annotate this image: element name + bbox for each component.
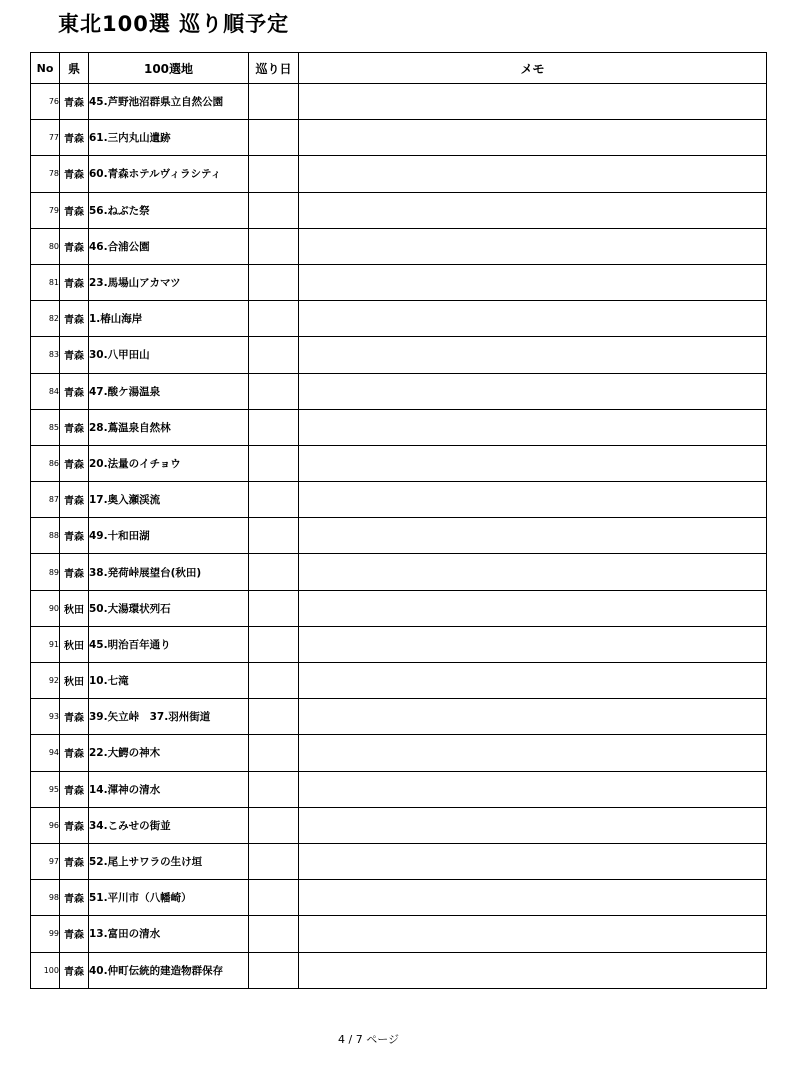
row-number: 92 [31,663,60,699]
row-site-name: 34.こみせの街並 [89,807,249,843]
row-prefecture: 青森 [60,120,89,156]
column-header-site: 100選地 [89,53,249,84]
row-site-name: 52.尾上サワラの生け垣 [89,843,249,879]
row-number: 81 [31,264,60,300]
row-site-name: 47.酸ケ湯温泉 [89,373,249,409]
row-number: 82 [31,301,60,337]
row-visit-date [249,916,299,952]
row-visit-date [249,301,299,337]
row-memo [299,228,767,264]
table-row [31,192,767,228]
table-row [31,952,767,988]
row-prefecture: 青森 [60,409,89,445]
row-memo [299,120,767,156]
row-number: 87 [31,482,60,518]
row-prefecture: 青森 [60,880,89,916]
table-row [31,916,767,952]
row-visit-date [249,626,299,662]
table-header-row [31,53,767,84]
row-number: 83 [31,337,60,373]
row-site-name: 14.渾神の清水 [89,771,249,807]
row-site-name: 23.馬場山アカマツ [89,264,249,300]
row-number: 85 [31,409,60,445]
row-memo [299,590,767,626]
row-number: 97 [31,843,60,879]
row-number: 80 [31,228,60,264]
row-memo [299,952,767,988]
row-site-name: 28.蔦温泉自然林 [89,409,249,445]
itinerary-table [30,52,767,989]
row-memo [299,663,767,699]
table-row [31,120,767,156]
row-visit-date [249,843,299,879]
row-number: 86 [31,445,60,481]
table-row [31,445,767,481]
table-row [31,771,767,807]
page-title: 東北100選 巡り順予定 [58,12,290,36]
row-site-name: 61.三内丸山遺跡 [89,120,249,156]
row-number: 99 [31,916,60,952]
row-visit-date [249,554,299,590]
row-site-name: 50.大湯環状列石 [89,590,249,626]
row-prefecture: 青森 [60,952,89,988]
row-number: 79 [31,192,60,228]
table-row [31,626,767,662]
row-number: 88 [31,518,60,554]
row-number: 95 [31,771,60,807]
row-memo [299,373,767,409]
row-memo [299,84,767,120]
row-prefecture: 青森 [60,771,89,807]
row-prefecture: 秋田 [60,626,89,662]
row-prefecture: 青森 [60,843,89,879]
row-prefecture: 青森 [60,337,89,373]
table-row [31,373,767,409]
row-number: 96 [31,807,60,843]
row-site-name: 39.矢立峠 37.羽州街道 [89,699,249,735]
row-memo [299,518,767,554]
row-prefecture: 青森 [60,228,89,264]
row-prefecture: 青森 [60,735,89,771]
table-row [31,156,767,192]
row-number: 91 [31,626,60,662]
row-memo [299,916,767,952]
row-visit-date [249,807,299,843]
row-site-name: 40.仲町伝統的建造物群保存 [89,952,249,988]
row-site-name: 60.青森ホテルヴィラシティ [89,156,249,192]
row-memo [299,699,767,735]
row-site-name: 20.法量のイチョウ [89,445,249,481]
row-prefecture: 青森 [60,482,89,518]
table-row [31,84,767,120]
row-number: 100 [31,952,60,988]
row-prefecture: 青森 [60,699,89,735]
row-prefecture: 青森 [60,518,89,554]
table-row [31,843,767,879]
table-row [31,228,767,264]
table-row [31,337,767,373]
row-site-name: 56.ねぶた祭 [89,192,249,228]
table-row [31,554,767,590]
column-header-visit-date: 巡り日 [249,53,299,84]
page-number: 4 / 7 ページ [338,1033,399,1046]
row-memo [299,626,767,662]
row-number: 78 [31,156,60,192]
row-number: 94 [31,735,60,771]
row-memo [299,409,767,445]
row-prefecture: 青森 [60,373,89,409]
row-number: 98 [31,880,60,916]
row-visit-date [249,192,299,228]
row-site-name: 46.合浦公園 [89,228,249,264]
row-prefecture: 青森 [60,445,89,481]
row-prefecture: 青森 [60,554,89,590]
row-memo [299,880,767,916]
row-visit-date [249,771,299,807]
row-site-name: 17.奥入瀬渓流 [89,482,249,518]
row-site-name: 10.七滝 [89,663,249,699]
row-memo [299,807,767,843]
row-memo [299,771,767,807]
row-prefecture: 青森 [60,916,89,952]
table-row [31,663,767,699]
row-memo [299,554,767,590]
row-site-name: 30.八甲田山 [89,337,249,373]
row-memo [299,156,767,192]
row-visit-date [249,735,299,771]
row-visit-date [249,663,299,699]
column-header-prefecture: 県 [60,53,89,84]
table-row [31,264,767,300]
row-number: 90 [31,590,60,626]
row-memo [299,264,767,300]
row-visit-date [249,156,299,192]
row-memo [299,192,767,228]
row-number: 93 [31,699,60,735]
row-memo [299,482,767,518]
row-visit-date [249,409,299,445]
row-site-name: 51.平川市（八幡崎） [89,880,249,916]
row-visit-date [249,699,299,735]
row-number: 76 [31,84,60,120]
row-memo [299,301,767,337]
row-visit-date [249,373,299,409]
row-memo [299,735,767,771]
column-header-no: No [31,53,60,84]
row-memo [299,445,767,481]
row-visit-date [249,120,299,156]
table-row [31,735,767,771]
row-visit-date [249,880,299,916]
row-site-name: 45.芦野池沼群県立自然公園 [89,84,249,120]
row-site-name: 1.椿山海岸 [89,301,249,337]
row-prefecture: 秋田 [60,590,89,626]
row-site-name: 13.富田の清水 [89,916,249,952]
row-visit-date [249,264,299,300]
row-visit-date [249,952,299,988]
row-prefecture: 青森 [60,807,89,843]
row-memo [299,843,767,879]
row-prefecture: 青森 [60,264,89,300]
row-site-name: 38.発荷峠展望台(秋田) [89,554,249,590]
table-row [31,482,767,518]
row-site-name: 49.十和田湖 [89,518,249,554]
row-visit-date [249,445,299,481]
row-prefecture: 秋田 [60,663,89,699]
row-prefecture: 青森 [60,301,89,337]
row-visit-date [249,590,299,626]
row-number: 89 [31,554,60,590]
table-row [31,518,767,554]
row-number: 84 [31,373,60,409]
row-number: 77 [31,120,60,156]
table-row [31,409,767,445]
row-visit-date [249,228,299,264]
column-header-memo: メモ [299,53,767,84]
row-visit-date [249,337,299,373]
row-visit-date [249,84,299,120]
row-site-name: 22.大鰐の神木 [89,735,249,771]
table-body [31,84,767,989]
row-visit-date [249,518,299,554]
row-prefecture: 青森 [60,156,89,192]
table-row [31,880,767,916]
table-row [31,699,767,735]
row-prefecture: 青森 [60,84,89,120]
row-site-name: 45.明治百年通り [89,626,249,662]
row-visit-date [249,482,299,518]
table-row [31,807,767,843]
table-row [31,590,767,626]
row-prefecture: 青森 [60,192,89,228]
row-memo [299,337,767,373]
table-row [31,301,767,337]
